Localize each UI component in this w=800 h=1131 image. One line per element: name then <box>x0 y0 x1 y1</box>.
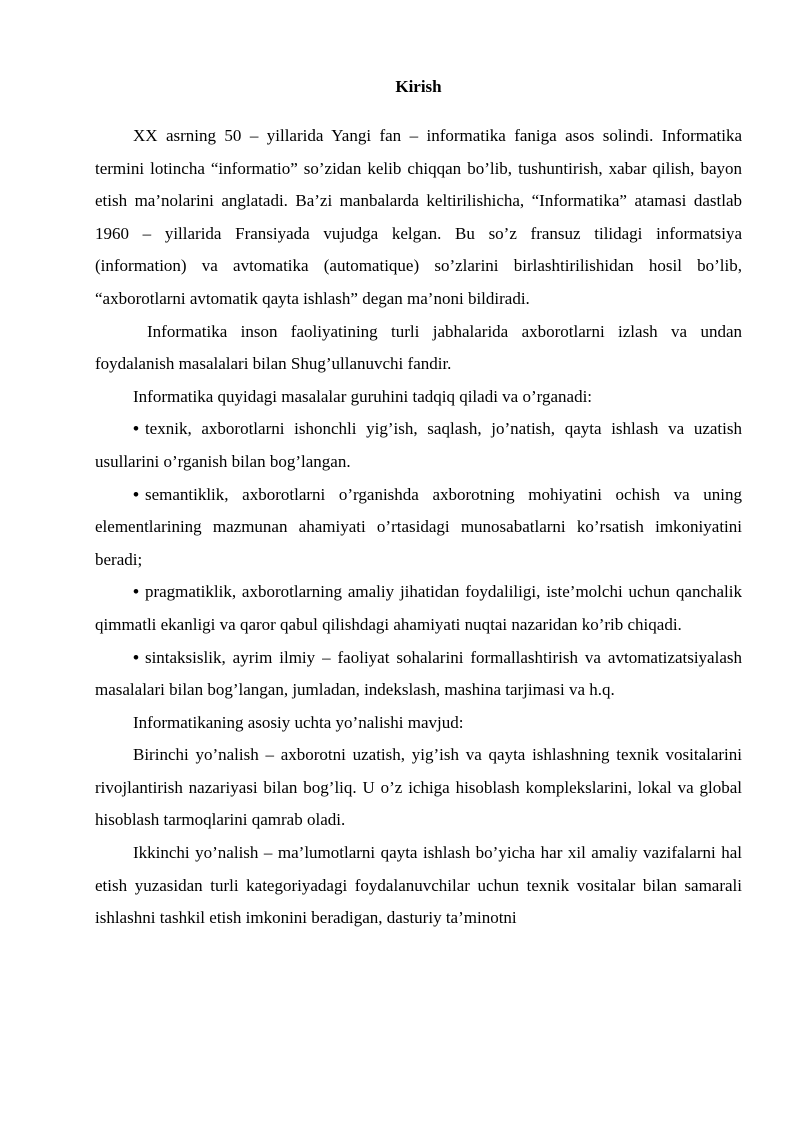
paragraph-first-direction: Birinchi yo’nalish – axborotni uzatish, yig’ish va qayta ishlashning texnik vositalarini rivojlantirish nazariyasi bilan bog’liq. U o’z ichiga hisoblash komplekslarini, lokal va global hisoblash tarmoqlarini qamrab oladi. <box>95 745 742 830</box>
paragraph-directions-intro: Informatikaning asosiy uchta yo’nalishi mavjud: <box>133 712 464 732</box>
bullet-text: sintaksislik, ayrim ilmiy – faoliyat sohalarini formallashtirish va avtomatizatsiyalash masalalari bilan bog’langan, jumladan, indekslash, mashina tarjimasi va h.q. <box>95 647 742 700</box>
bullet-item-pragmatiklik <box>95 576 742 641</box>
bullet-icon: • <box>133 582 139 602</box>
bullet-item-texnik <box>95 413 742 478</box>
bullet-item-sintaksislik <box>95 642 742 707</box>
bullet-text: texnik, axborotlarni ishonchli yig’ish, saqlash, jo’natish, qayta ishlash va uzatish usullarini o’rganish bilan bog’langan. <box>95 419 742 471</box>
bullet-icon: • <box>133 419 139 439</box>
bullet-icon: • <box>133 647 139 667</box>
paragraph-tasks-intro: Informatika quyidagi masalalar guruhini tadqiq qiladi va o’rganadi: <box>133 386 593 406</box>
bullet-text: semantiklik, axborotlarni o’rganishda axborotning mohiyatini ochish va uning elementlarining mazmunan ahamiyati o’rtasidagi munosabatlarni ko’rsatish imkoniyatini beradi; <box>95 484 742 569</box>
paragraph-definition: Informatika inson faoliyatining turli jabhalarida axborotlarni izlash va undan foydalanish masalalari bilan Shug’ullanuvchi fandir. <box>95 321 742 374</box>
paragraph-intro: XX asrning 50 – yillarida Yangi fan – informatika faniga asos solindi. Informatika termini lotincha “informatio” so’zidan kelib chiqqan bo’lib, tushuntirish, xabar qilish, bayon etish ma’nolarini anglatadi. Ba’zi manbalarda keltirilishicha, “Informatika” atamasi dastlab 1960 – yillarida Fransiyada vujudga kelgan. Bu so’z fransuz tilidagi informatsiya (information) va avtomatika (automatique) so’zlarini birlashtirilishidan hosil bo’lib, “axborotlarni avtomatik qayta ishlash” degan ma’noni bildiradi. <box>95 126 742 308</box>
page-title: Kirish <box>395 77 442 96</box>
bullet-text: pragmatiklik, axborotlarning amaliy jihatidan foydaliligi, iste’molchi uchun qanchalik qimmatli ekanligi va qaror qabul qilishdagi ahamiyati nuqtai nazaridan ko’rib chiqadi. <box>95 582 742 634</box>
bullet-icon: • <box>133 484 139 504</box>
paragraph-second-direction: Ikkinchi yo’nalish – ma’lumotlarni qayta ishlash bo’yicha har xil amaliy vazifalarni hal etish yuzasidan turli kategoriyadagi foydalanuvchilar uchun texnik vositalar bilan samarali ishlashni tashkil etish imkonini beradigan, dasturiy ta’minotni <box>95 843 742 928</box>
bullet-item-semantiklik <box>95 479 742 577</box>
